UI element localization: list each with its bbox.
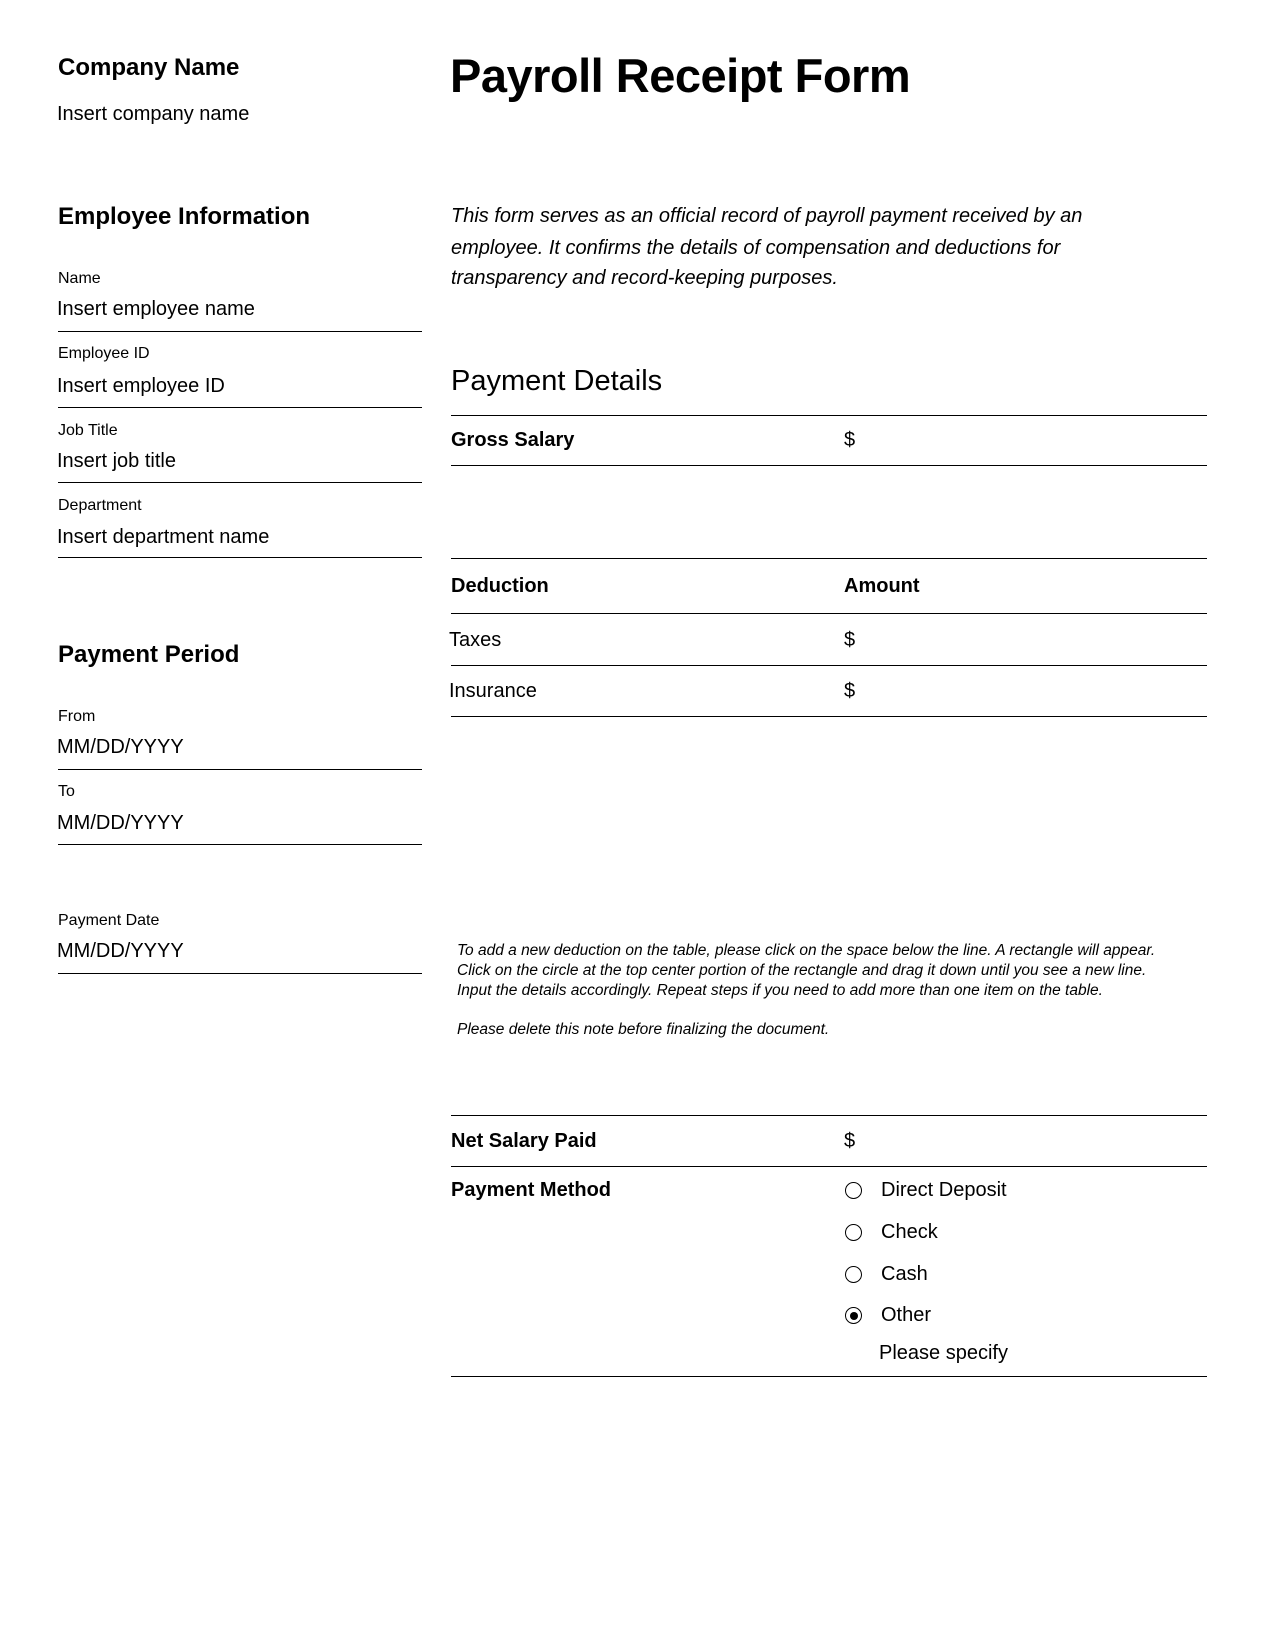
payment-date-label: Payment Date <box>58 912 160 929</box>
job-title-field[interactable]: Insert job title <box>57 450 176 472</box>
gross-salary-field[interactable]: $ <box>844 429 856 451</box>
radio-other[interactable] <box>845 1307 862 1324</box>
to-label: To <box>58 783 75 800</box>
radio-check[interactable] <box>845 1224 862 1241</box>
divider <box>451 665 1207 666</box>
instruction-note: Input the details accordingly. Repeat steps if you need to add more than one item on the table. <box>457 982 1103 999</box>
instruction-note: Click on the circle at the top center portion of the rectangle and drag it down until you see a new line. <box>457 962 1147 979</box>
divider <box>451 1166 1207 1167</box>
divider <box>58 769 422 770</box>
radio-label[interactable]: Cash <box>881 1263 928 1285</box>
other-specify-field[interactable]: Please specify <box>879 1342 1008 1364</box>
radio-label[interactable]: Direct Deposit <box>881 1179 1007 1201</box>
payment-method-label: Payment Method <box>451 1179 612 1201</box>
divider <box>451 465 1207 466</box>
net-salary-label: Net Salary Paid <box>451 1130 597 1152</box>
intro-line: employee. It confirms the details of compensation and deductions for <box>451 237 1061 259</box>
divider <box>451 558 1207 559</box>
payment-details-heading: Payment Details <box>451 365 663 397</box>
divider <box>451 716 1207 717</box>
job-title-label: Job Title <box>58 422 118 439</box>
divider <box>451 415 1207 416</box>
divider <box>58 844 422 845</box>
from-label: From <box>58 708 96 725</box>
intro-line: transparency and record-keeping purposes. <box>451 267 838 289</box>
amount-column-header: Amount <box>844 575 920 597</box>
deduction-name[interactable]: Insurance <box>449 680 537 702</box>
employee-info-heading: Employee Information <box>58 203 311 230</box>
divider <box>451 1376 1207 1377</box>
company-name-label: Company Name <box>58 54 240 81</box>
payment-period-heading: Payment Period <box>58 641 240 668</box>
name-label: Name <box>58 270 101 287</box>
radio-label[interactable]: Check <box>881 1221 938 1243</box>
page-title: Payroll Receipt Form <box>450 49 911 102</box>
instruction-note: Please delete this note before finalizing the document. <box>457 1021 830 1038</box>
payment-date-field[interactable]: MM/DD/YYYY <box>57 940 184 962</box>
divider <box>58 407 422 408</box>
divider <box>451 613 1207 614</box>
employee-id-label: Employee ID <box>58 345 150 362</box>
radio-direct-deposit[interactable] <box>845 1182 862 1199</box>
radio-label[interactable]: Other <box>881 1304 932 1326</box>
divider <box>58 973 422 974</box>
employee-id-field[interactable]: Insert employee ID <box>57 375 225 397</box>
divider <box>58 482 422 483</box>
deduction-column-header: Deduction <box>451 575 549 597</box>
intro-line: This form serves as an official record of payroll payment received by an <box>451 205 1083 227</box>
instruction-note: To add a new deduction on the table, please click on the space below the line. A rectangle will appear. <box>457 942 1156 959</box>
radio-cash[interactable] <box>845 1266 862 1283</box>
deduction-amount[interactable]: $ <box>844 629 856 651</box>
divider <box>451 1115 1207 1116</box>
net-salary-field[interactable]: $ <box>844 1130 856 1152</box>
department-label: Department <box>58 497 142 514</box>
gross-salary-label: Gross Salary <box>451 429 575 451</box>
divider <box>58 557 422 558</box>
from-date-field[interactable]: MM/DD/YYYY <box>57 736 184 758</box>
company-name-field[interactable]: Insert company name <box>57 103 250 125</box>
to-date-field[interactable]: MM/DD/YYYY <box>57 812 184 834</box>
name-field[interactable]: Insert employee name <box>57 298 255 320</box>
divider <box>58 331 422 332</box>
deduction-name[interactable]: Taxes <box>449 629 502 651</box>
department-field[interactable]: Insert department name <box>57 526 270 548</box>
deduction-amount[interactable]: $ <box>844 680 856 702</box>
